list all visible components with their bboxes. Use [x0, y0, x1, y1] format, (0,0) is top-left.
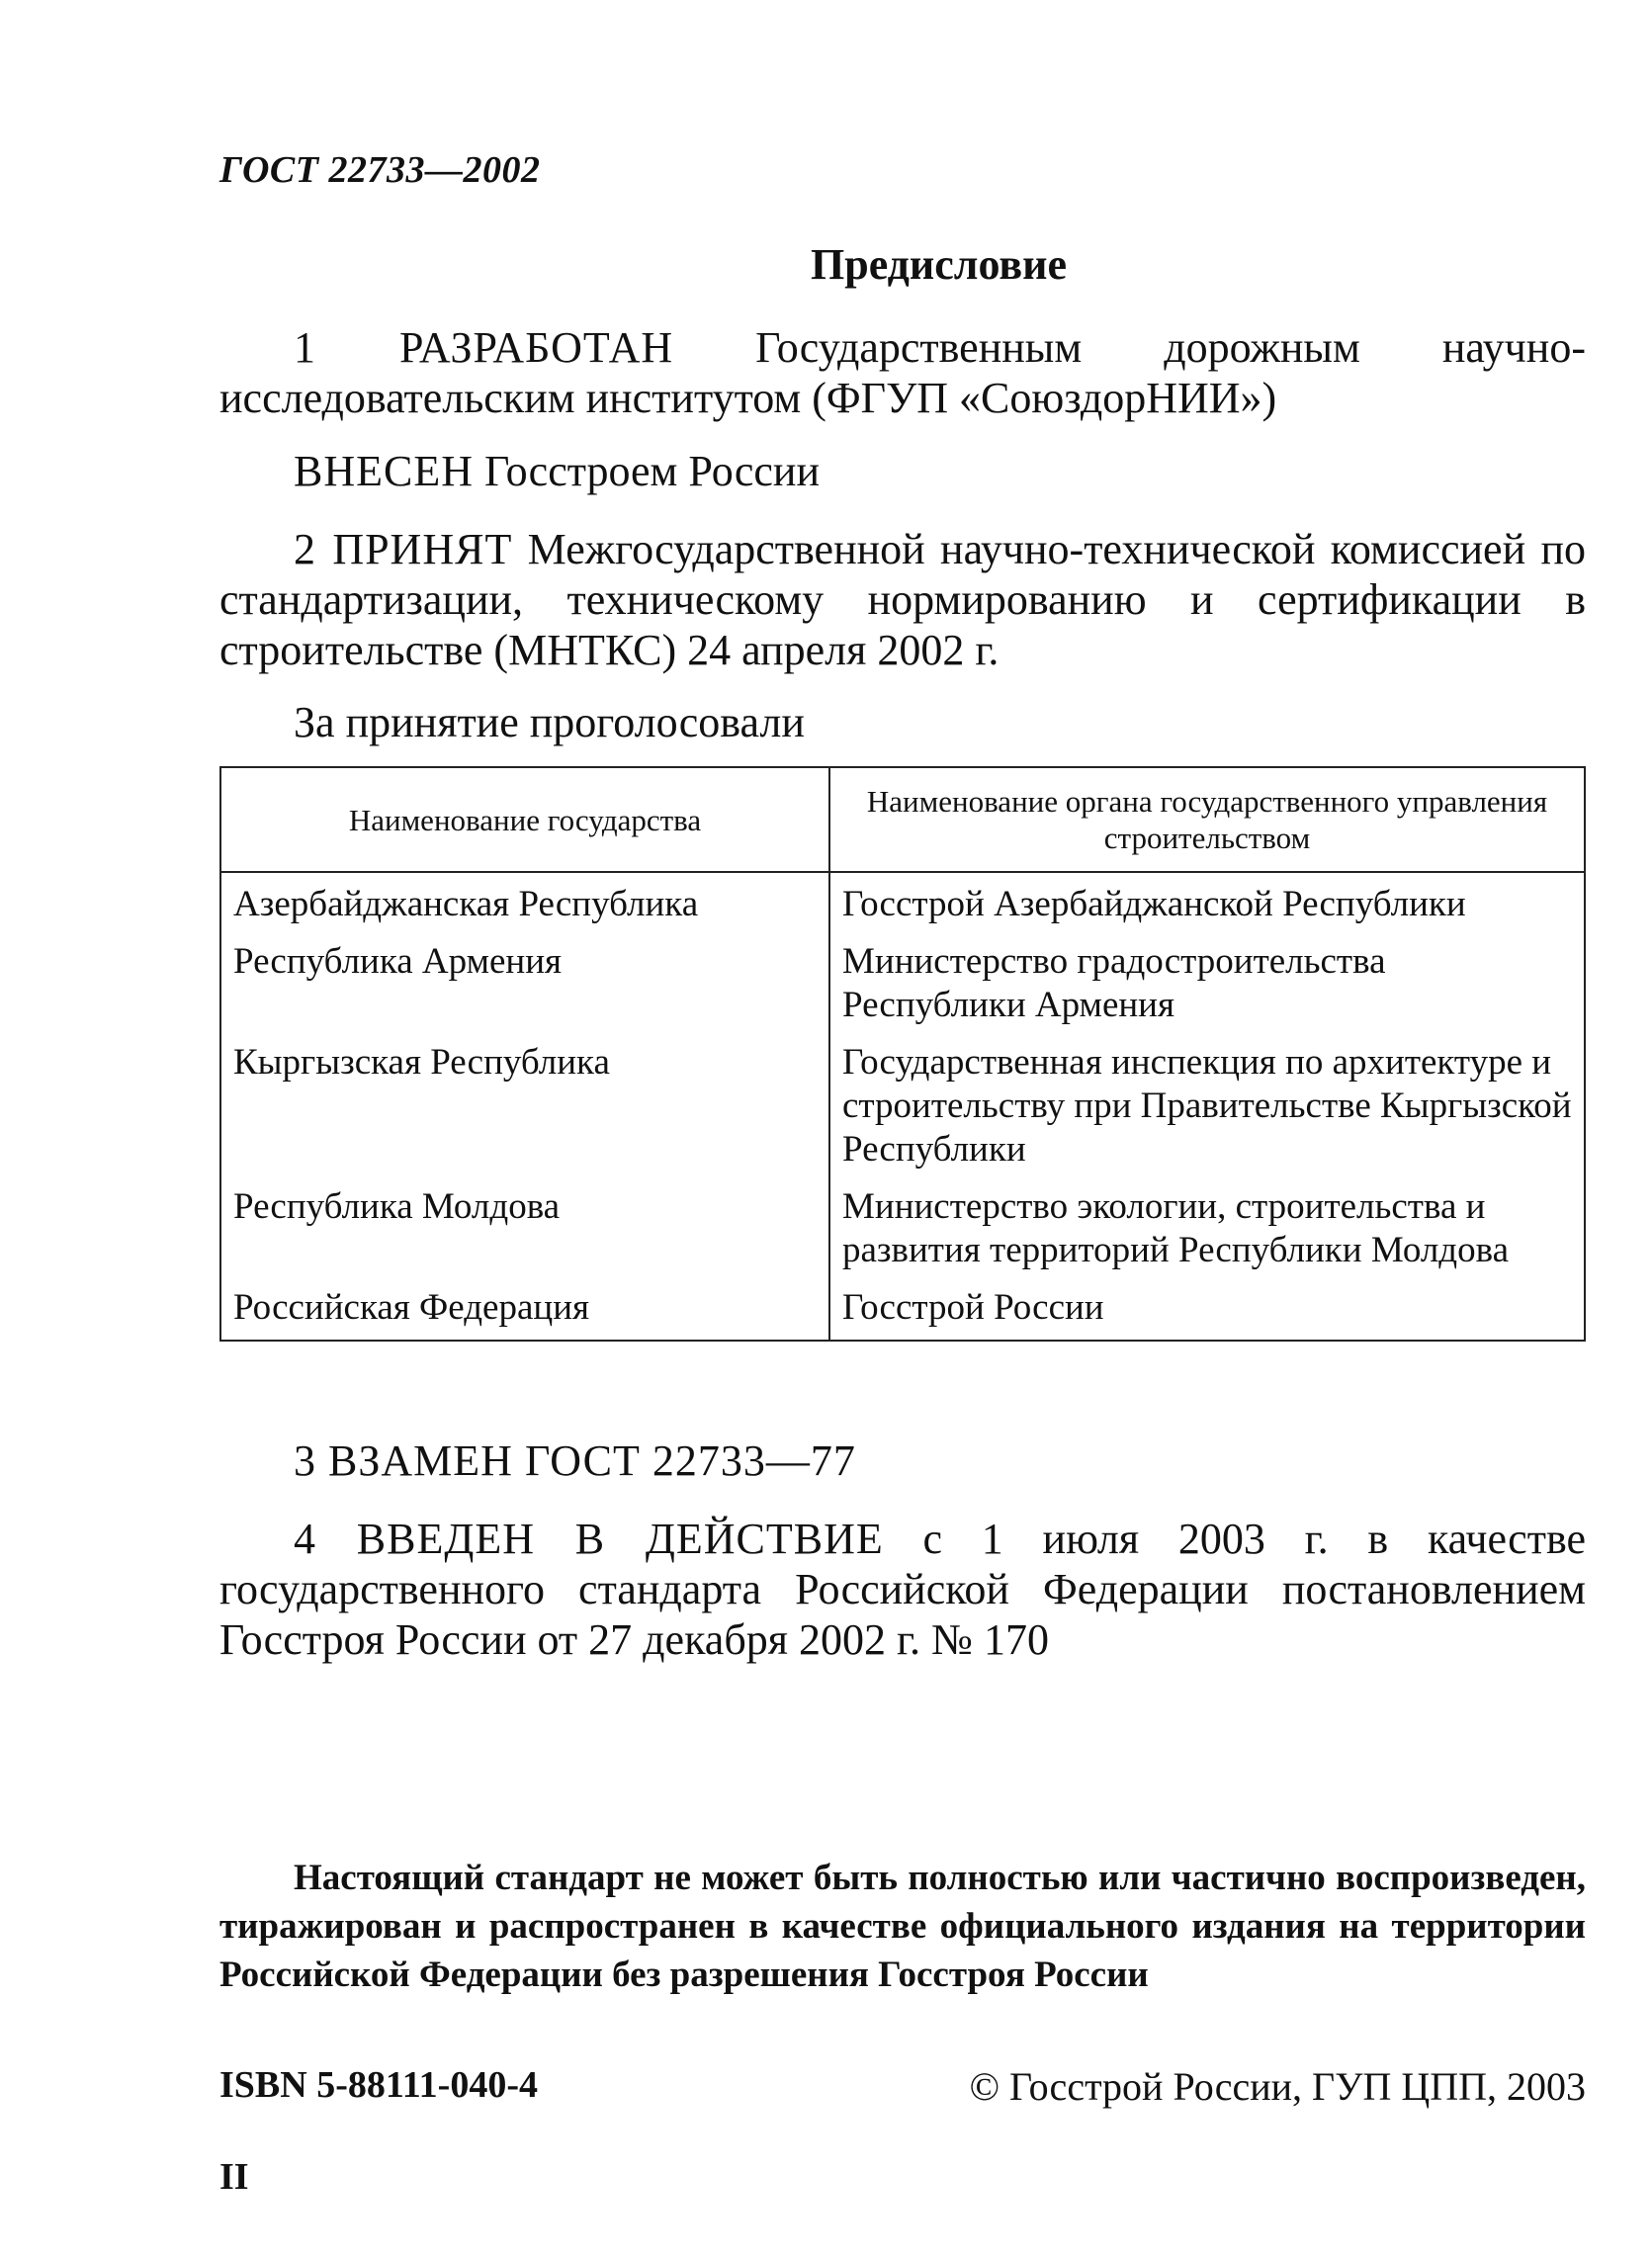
header-state: Наименование государства: [220, 767, 829, 872]
paragraph-developed-text: Государственным дорожным научно-исследовательским институтом (ФГУП «СоюздорНИИ»): [219, 323, 1586, 422]
gost-code-header: ГОСТ 22733—2002: [219, 149, 541, 191]
paragraph-effective-text: с 1 июля 2003 г. в качестве государственного стандарта Российской Федерации постановлением Госстроя России от 27 декабря 2002 г. № 170: [219, 1515, 1586, 1664]
table-row: [220, 1035, 1585, 1179]
cell-state: Кыргызская Республика: [220, 1035, 829, 1179]
cell-state: Республика Армения: [220, 934, 829, 1035]
table-row: [220, 934, 1585, 1035]
paragraph-introduced-text: Госстроем России: [474, 447, 821, 495]
paragraph-introduced-lead: ВНЕСЕН: [294, 447, 474, 495]
cell-authority: Министерство градостроительства Республики Армения: [829, 934, 1585, 1035]
cell-authority: Министерство экологии, строительства и развития территорий Республики Молдова: [829, 1179, 1585, 1280]
cell-authority: Госстрой Азербайджанской Республики: [829, 872, 1585, 934]
paragraph-effective-lead: 4 ВВЕДЕН В ДЕЙСТВИЕ: [294, 1515, 884, 1563]
table-row: [220, 872, 1585, 934]
paragraph-adopted: [219, 524, 1586, 675]
copyright-notice: Настоящий стандарт не может быть полностью или частично воспроизведен, тиражирован и распространен в качестве официального издания на территории Российской Федерации без разрешения Госстроя России: [219, 1858, 1586, 1995]
paragraph-replaces: [219, 1435, 1586, 1486]
paragraph-replaces-lead: 3 ВЗАМЕН ГОСТ 22733—77: [294, 1436, 856, 1485]
cell-authority: Государственная инспекция по архитектуре и строительству при Правительстве Кыргызской Республики: [829, 1035, 1585, 1179]
paragraph-introduced: [219, 446, 1586, 496]
cell-authority: Госстрой России: [829, 1280, 1585, 1341]
cell-state: Республика Молдова: [220, 1179, 829, 1280]
copyright-line: © Госстрой России, ГУП ЦПП, 2003: [969, 2064, 1586, 2109]
vote-table-header-row: [220, 767, 1585, 872]
page-number: II: [219, 2156, 249, 2198]
vote-intro: За принятие проголосовали: [294, 698, 805, 746]
paragraph-adopted-text: Межгосударственной научно-технической комиссией по стандартизации, техническому нормированию и сертификации в строительстве (МНТКС) 24 апреля 2002 г.: [219, 525, 1586, 674]
paragraph-developed: [219, 322, 1586, 423]
cell-state: Азербайджанская Республика: [220, 872, 829, 934]
header-authority: Наименование органа государственного управления строительством: [829, 767, 1585, 872]
preface-title: Предисловие: [811, 240, 1068, 289]
paragraph-developed-lead: 1 РАЗРАБОТАН: [294, 323, 674, 372]
cell-state: Российская Федерация: [220, 1280, 829, 1341]
vote-table: [219, 766, 1586, 1342]
isbn: ISBN 5-88111-040-4: [219, 2064, 538, 2106]
paragraph-effective: [219, 1514, 1586, 1665]
table-row: [220, 1280, 1585, 1341]
paragraph-adopted-lead: 2 ПРИНЯТ: [294, 525, 513, 573]
table-row: [220, 1179, 1585, 1280]
